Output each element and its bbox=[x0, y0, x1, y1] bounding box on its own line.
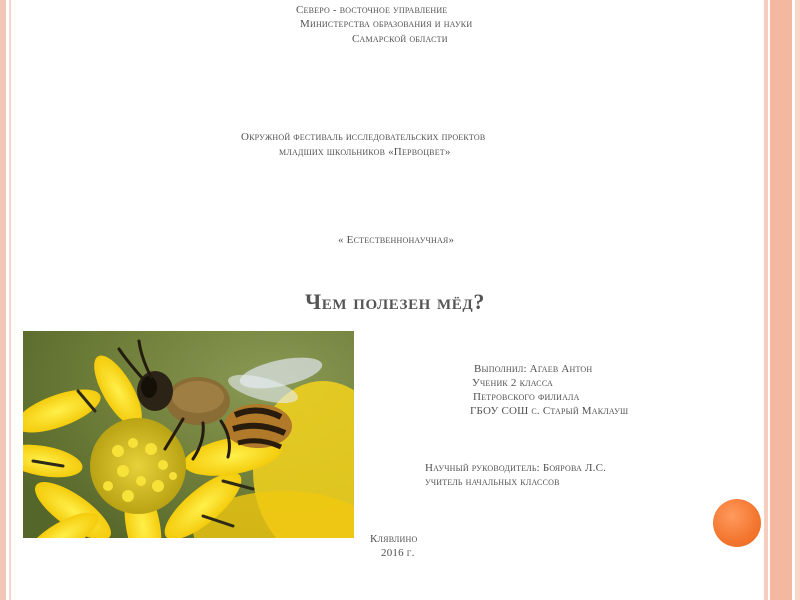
left-border-stripe bbox=[0, 0, 6, 600]
festival-line-2: младших школьников «Первоцвет» bbox=[279, 146, 451, 158]
right-border-stripe bbox=[770, 0, 792, 600]
supervisor-line-1: Научный руководитель: Боярова Л.С. bbox=[425, 462, 607, 474]
decorative-orange-circle bbox=[713, 499, 761, 547]
author-line-3: Петровского филиала bbox=[473, 391, 580, 403]
author-line-4: ГБОУ СОШ с. Старый Маклауш bbox=[470, 405, 629, 417]
footer-city: Клявлино bbox=[370, 533, 418, 545]
right-border-stripe-outer bbox=[795, 0, 800, 600]
header-line-1: Северо - восточное управление bbox=[296, 4, 448, 16]
left-border-stripe-thin bbox=[9, 0, 11, 600]
festival-line-1: Окружной фестиваль исследовательских проектов bbox=[241, 131, 486, 143]
page-title: Чем полезен мёд? bbox=[305, 289, 485, 314]
author-line-2: Ученик 2 класса bbox=[472, 377, 553, 389]
header-line-3: Самарской области bbox=[352, 33, 448, 45]
right-border-stripe-thin bbox=[764, 0, 768, 600]
author-line-1: Выполнил: Агаев Антон bbox=[474, 363, 593, 375]
bee-on-flower-photo bbox=[23, 331, 354, 538]
footer-year: 2016 г. bbox=[381, 547, 415, 559]
header-line-2: Министерства образования и науки bbox=[300, 18, 473, 30]
section-label: « Естественнонаучная» bbox=[338, 234, 455, 246]
supervisor-line-2: учитель начальных классов bbox=[425, 476, 560, 488]
